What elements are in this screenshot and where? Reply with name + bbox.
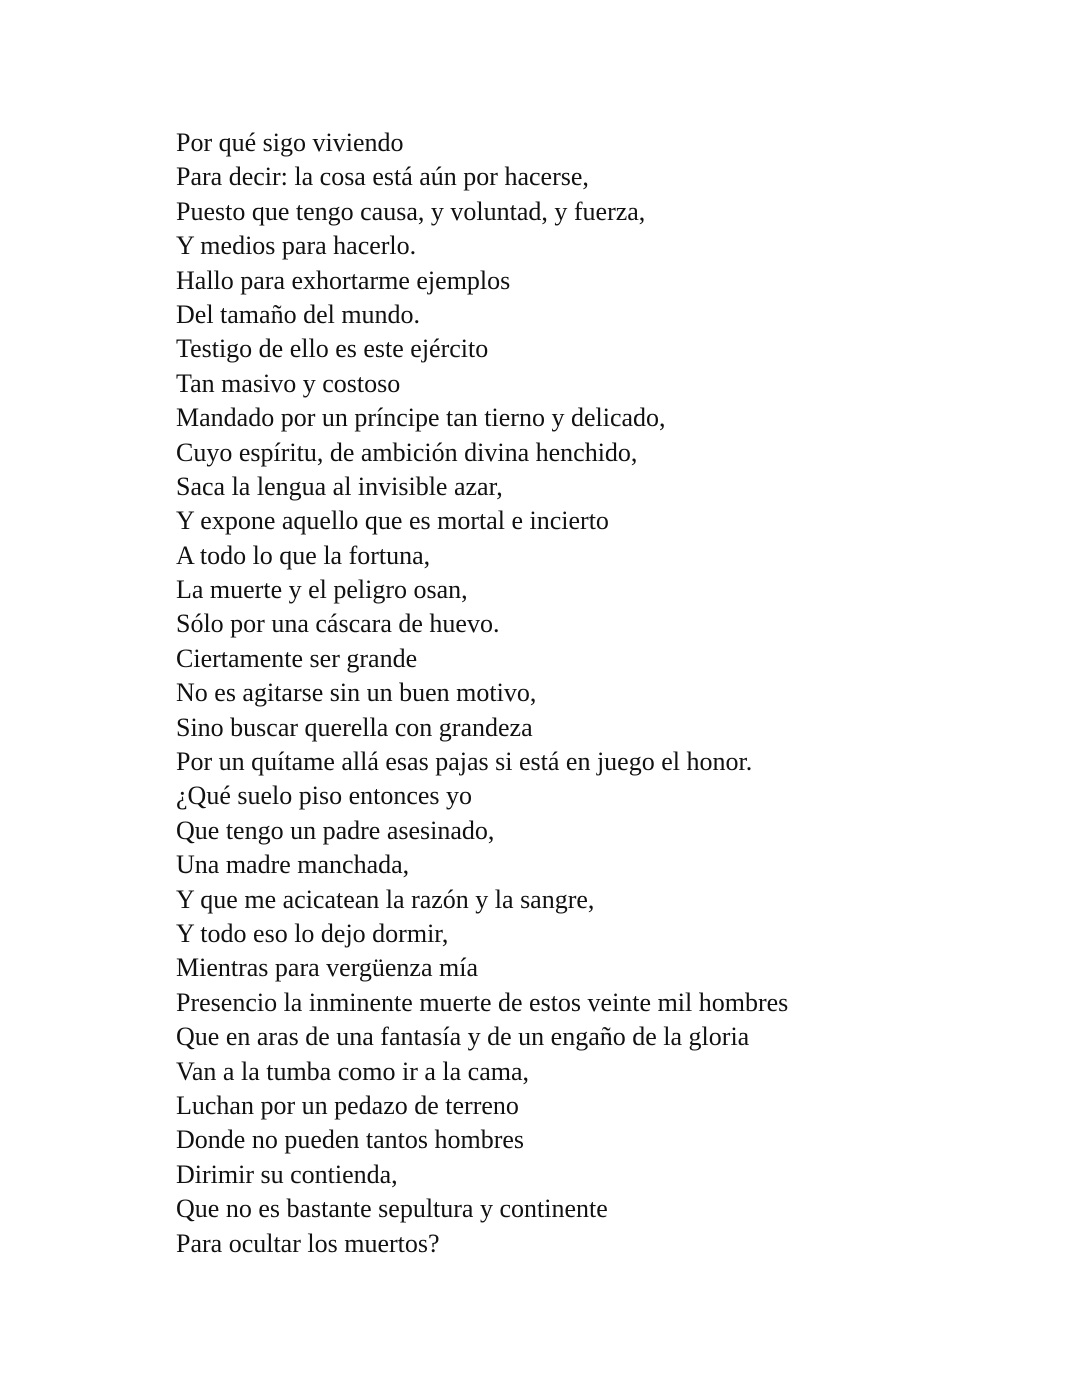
poem-line: Saca la lengua al invisible azar, xyxy=(176,471,503,501)
poem-line: Mientras para vergüenza mía xyxy=(176,953,478,983)
poem-line: Y medios para hacerlo. xyxy=(176,231,417,261)
poem-line: Ciertamente ser grande xyxy=(176,643,418,673)
poem-line: Y expone aquello que es mortal e incierto xyxy=(176,506,609,536)
poem-line: Por qué sigo viviendo xyxy=(176,128,404,157)
poem-line: Presencio la inminente muerte de estos veinte mil hombres xyxy=(176,987,789,1017)
poem-line: Van a la tumba como ir a la cama, xyxy=(176,1056,530,1086)
poem-line: Cuyo espíritu, de ambición divina henchido, xyxy=(176,437,638,467)
poem-line: Del tamaño del mundo. xyxy=(176,299,421,329)
poem-line: No es agitarse sin un buen motivo, xyxy=(176,678,537,708)
poem-line: Sólo por una cáscara de huevo. xyxy=(176,609,500,639)
poem-line: Puesto que tengo causa, y voluntad, y fuerza, xyxy=(176,196,646,226)
poem-line: Donde no pueden tantos hombres xyxy=(176,1125,525,1155)
poem-line: La muerte y el peligro osan, xyxy=(176,575,468,605)
poem-line: Mandado por un príncipe tan tierno y delicado, xyxy=(176,403,666,433)
poem-line: Y que me acicatean la razón y la sangre, xyxy=(176,884,595,914)
poem-line: Testigo de ello es este ejército xyxy=(176,334,489,364)
poem-line: Para decir: la cosa está aún por hacerse, xyxy=(176,162,589,192)
poem-line: Que en aras de una fantasía y de un engaño de la gloria xyxy=(176,1022,750,1052)
poem-line: Luchan por un pedazo de terreno xyxy=(176,1090,519,1120)
poem-text xyxy=(176,126,1036,1261)
poem-line: ¿Qué suelo piso entonces yo xyxy=(176,781,473,811)
poem-line: Sino buscar querella con grandeza xyxy=(176,712,533,742)
poem-line: Que no es bastante sepultura y continente xyxy=(176,1194,608,1224)
poem-line: Y todo eso lo dejo dormir, xyxy=(176,918,449,948)
poem-line: Tan masivo y costoso xyxy=(176,368,401,398)
poem-line: Una madre manchada, xyxy=(176,850,410,880)
poem-line: Por un quítame allá esas pajas si está en juego el honor. xyxy=(176,747,753,777)
poem-line: Que tengo un padre asesinado, xyxy=(176,815,495,845)
poem-line: Para ocultar los muertos? xyxy=(176,1228,440,1258)
poem-line: Dirimir su contienda, xyxy=(176,1159,398,1189)
poem-line: Hallo para exhortarme ejemplos xyxy=(176,265,511,295)
poem-line: A todo lo que la fortuna, xyxy=(176,540,431,570)
